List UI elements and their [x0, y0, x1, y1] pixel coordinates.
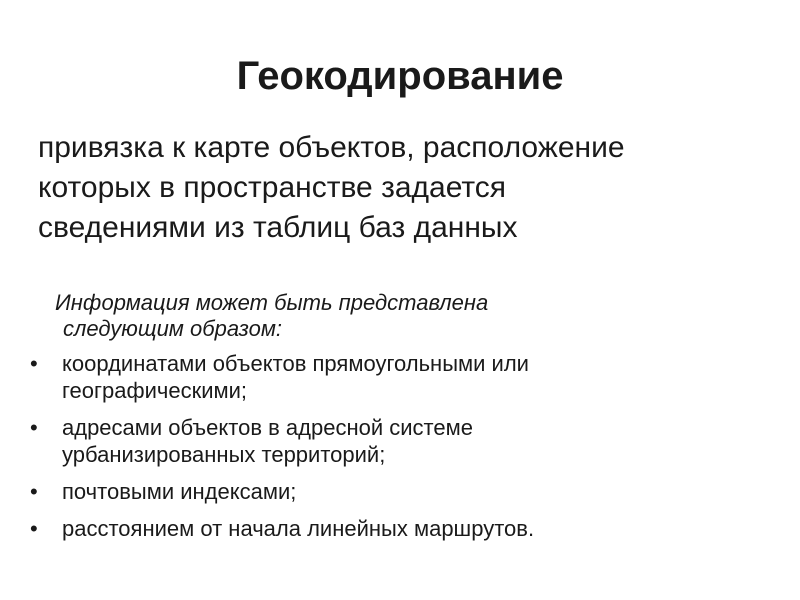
definition-text: [38, 128, 778, 248]
bullet-line: координатами объектов прямоугольными или: [62, 351, 529, 376]
definition-line: привязка к карте объектов, расположение: [38, 131, 625, 164]
bullet-marker: •: [30, 479, 38, 504]
bullet-line: расстоянием от начала линейных маршрутов.: [62, 516, 535, 541]
bullet-marker: •: [30, 351, 38, 376]
bullet-line: почтовыми индексами;: [62, 479, 297, 504]
intro-line: следующим образом:: [63, 316, 283, 341]
bullet-line: адресами объектов в адресной системе: [62, 415, 473, 440]
bullet-line: урбанизированных территорий;: [62, 442, 386, 467]
bullet-item-postal-codes: [28, 478, 768, 505]
bullet-item-route-distance: [28, 515, 768, 542]
bullet-list: [28, 350, 768, 552]
bullet-marker: •: [30, 415, 38, 440]
bullet-marker: •: [30, 516, 38, 541]
bullet-line: географическими;: [62, 378, 248, 403]
intro-line: Информация может быть представлена: [55, 290, 489, 315]
bullet-item-coordinates: [28, 350, 768, 404]
definition-line: которых в пространстве задается: [38, 171, 507, 204]
intro-text: [55, 290, 755, 342]
slide-title: Геокодирование: [236, 54, 564, 98]
definition-line: сведениями из таблиц баз данных: [38, 211, 518, 244]
bullet-item-addresses: [28, 414, 768, 468]
